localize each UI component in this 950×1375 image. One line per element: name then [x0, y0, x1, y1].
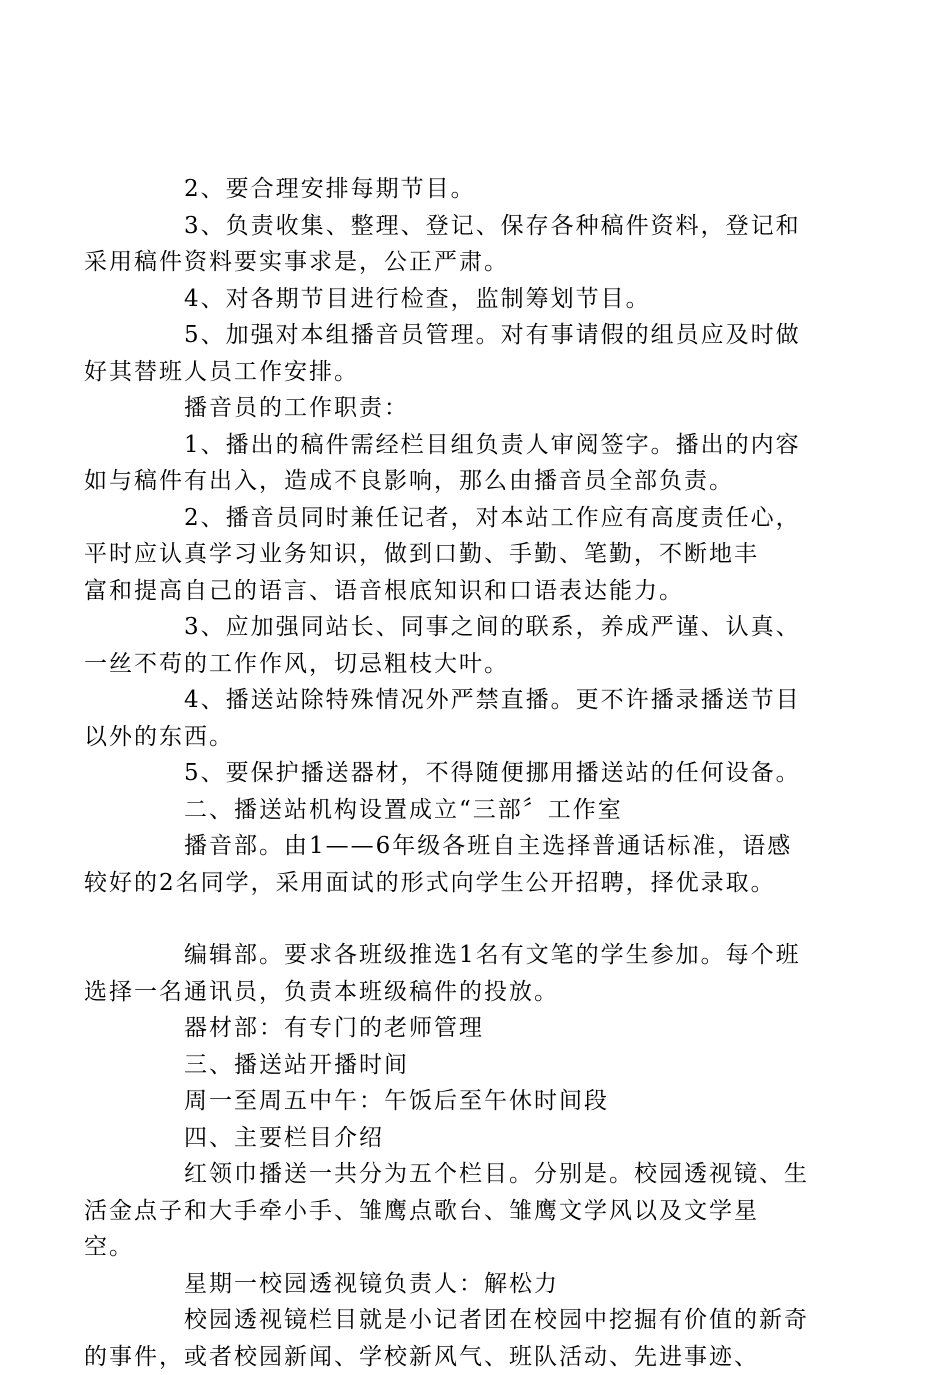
text-line: 平时应认真学习业务知识，做到口勤、手勤、笔勤，不断地丰 — [84, 536, 824, 573]
paragraph-campus-lens — [134, 1302, 824, 1375]
text-line: 周一至周五中午：午饭后至午休时间段 — [134, 1083, 824, 1120]
paragraph-columns-intro — [134, 1156, 824, 1266]
section-heading-announcer-duties — [134, 390, 824, 427]
text-line: 器材部：有专门的老师管理 — [134, 1010, 824, 1047]
paragraph-editing-dept — [134, 937, 824, 1010]
text-line: 活金点子和大手牵小手、雏鹰点歌台、雏鹰文学风以及文学星 — [84, 1193, 824, 1230]
paragraph-7 — [134, 500, 824, 610]
text-line: 采用稿件资料要实事求是，公正严肃。 — [84, 244, 824, 281]
section-heading-four — [134, 1120, 824, 1157]
text-line: 2、要合理安排每期节目。 — [134, 171, 824, 208]
text-line: 播音部。由1——6年级各班自主选择普通话标准，语感 — [134, 828, 824, 865]
section-heading-two — [134, 792, 824, 829]
text-line: 星期一校园透视镜负责人：解松力 — [134, 1266, 824, 1303]
paragraph-broadcast-dept — [134, 828, 824, 901]
paragraph-3 — [134, 281, 824, 318]
text-line: 红领巾播送一共分为五个栏目。分别是。校园透视镜、生 — [134, 1156, 824, 1193]
text-line: 播音员的工作职责： — [134, 390, 824, 427]
text-line: 富和提高自己的语言、语音根底知识和口语表达能力。 — [84, 573, 824, 610]
paragraph-monday-column — [134, 1266, 824, 1303]
text-line: 4、播送站除特殊情况外严禁直播。更不许播录播送节目 — [134, 682, 824, 719]
text-line: 四、主要栏目介绍 — [134, 1120, 824, 1157]
paragraph-4 — [134, 317, 824, 390]
paragraph-8 — [134, 609, 824, 682]
paragraph-2 — [134, 208, 824, 281]
text-line: 2、播音员同时兼任记者，对本站工作应有高度责任心， — [134, 500, 824, 537]
text-line: 4、对各期节目进行检查，监制筹划节目。 — [134, 281, 824, 318]
text-line: 二、播送站机构设置成立“三部〞工作室 — [134, 792, 824, 829]
text-line: 校园透视镜栏目就是小记者团在校园中挖掘有价值的新奇 — [134, 1302, 824, 1339]
paragraph-1 — [134, 171, 824, 208]
text-line: 三、播送站开播时间 — [134, 1047, 824, 1084]
text-line: 3、应加强同站长、同事之间的联系，养成严谨、认真、 — [134, 609, 824, 646]
text-line: 空。 — [84, 1229, 824, 1266]
paragraph-9 — [134, 682, 824, 755]
text-line: 3、负责收集、整理、登记、保存各种稿件资料，登记和 — [134, 208, 824, 245]
section-heading-three — [134, 1047, 824, 1084]
paragraph-equipment-dept — [134, 1010, 824, 1047]
text-line: 的事件，或者校园新闻、学校新风气、班队活动、先进事迹、 — [84, 1339, 824, 1375]
text-line: 一丝不苟的工作作风，切忌粗枝大叶。 — [84, 646, 824, 683]
text-line: 以外的东西。 — [84, 719, 824, 756]
text-line: 较好的2名同学，采用面试的形式向学生公开招聘，择优录取。 — [84, 865, 824, 902]
paragraph-10 — [134, 755, 824, 792]
text-line: 如与稿件有出入，造成不良影响，那么由播音员全部负责。 — [84, 463, 824, 500]
paragraph-schedule — [134, 1083, 824, 1120]
text-line: 好其替班人员工作安排。 — [84, 354, 824, 391]
text-line: 编辑部。要求各班级推选1名有文笔的学生参加。每个班 — [134, 937, 824, 974]
paragraph-6 — [134, 427, 824, 500]
document-body — [134, 171, 824, 1375]
text-line: 5、加强对本组播音员管理。对有事请假的组员应及时做 — [134, 317, 824, 354]
text-line: 5、要保护播送器材，不得随便挪用播送站的任何设备。 — [134, 755, 824, 792]
text-line: 1、播出的稿件需经栏目组负责人审阅签字。播出的内容 — [134, 427, 824, 464]
text-line: 选择一名通讯员，负责本班级稿件的投放。 — [84, 974, 824, 1011]
